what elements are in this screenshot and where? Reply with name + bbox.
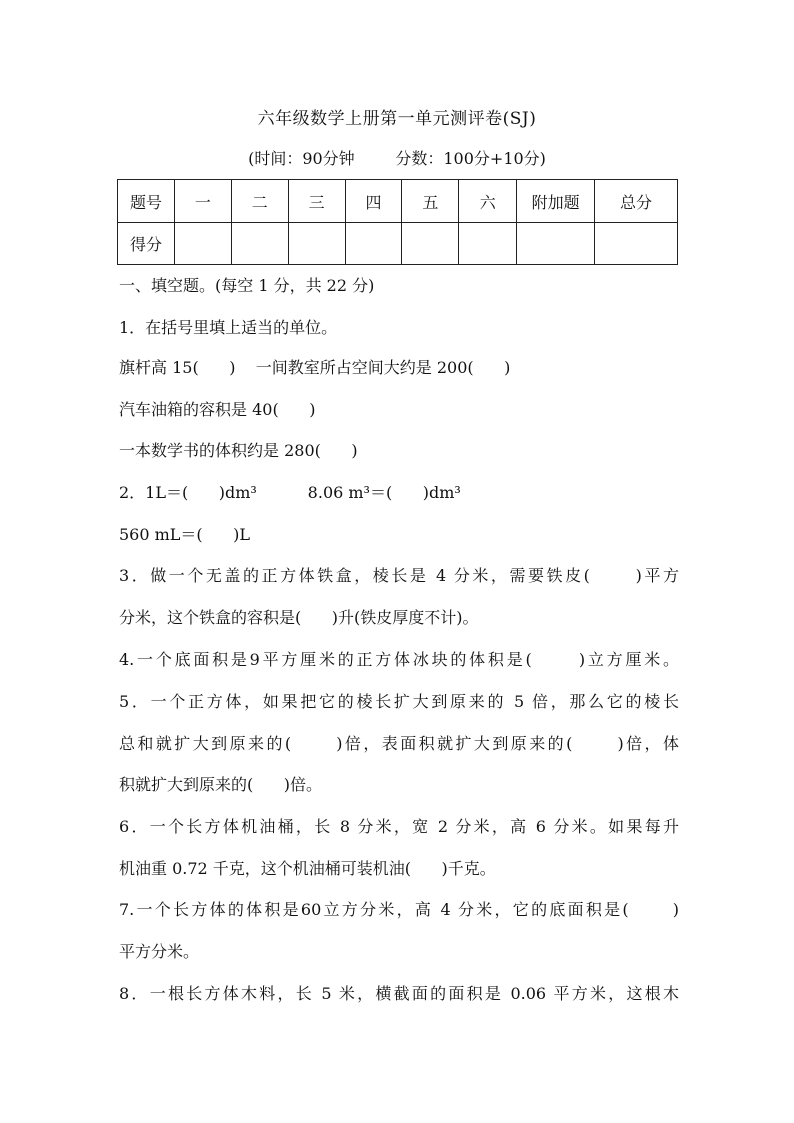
header-cell-part-2: 二: [231, 180, 288, 223]
header-cell-part-5: 五: [402, 180, 459, 223]
question-2-line-1: 2．1L＝( )dm³ 8.06 m³＝( )dm³: [119, 483, 461, 502]
question-7-line-2: 平方分米。: [119, 942, 200, 961]
question-3-line-1: 3．做一个无盖的正方体铁盒，棱长是 4 分米，需要铁皮( )平方: [119, 566, 679, 585]
score-input-cell[interactable]: [459, 223, 517, 265]
exam-info: (时间：90分钟 分数：100分+10分): [248, 149, 546, 168]
question-1-line-1: 旗杆高 15( ) 一间教室所占空间大约是 200( ): [119, 358, 511, 377]
question-5-line-2: 总和就扩大到原来的( )倍，表面积就扩大到原来的( )倍，体: [119, 734, 679, 753]
question-8-line-1: 8．一根长方体木料，长 5 米，横截面的面积是 0.06 平方米，这根木: [119, 984, 679, 1003]
question-6-line-2: 机油重 0.72 千克，这个机油桶可装机油( )千克。: [119, 859, 496, 878]
question-3-line-2: 分米，这个铁盒的容积是( )升(铁皮厚度不计)。: [119, 608, 479, 627]
score-table-header-row: [118, 180, 678, 223]
question-7-line-1: 7.一个长方体的体积是60立方分米，高 4 分米，它的底面积是( ): [119, 900, 679, 919]
header-cell-question-no: 题号: [118, 180, 175, 223]
row-label-score: 得分: [118, 223, 175, 265]
score-input-cell[interactable]: [402, 223, 459, 265]
question-1-line-3: 一本数学书的体积约是 280( ): [119, 441, 358, 460]
header-cell-part-4: 四: [345, 180, 402, 223]
section-heading-fill-in: 一、填空题。(每空 1 分，共 22 分): [119, 276, 375, 295]
question-1-prompt: 1．在括号里填上适当的单位。: [119, 318, 338, 337]
question-2-line-2: 560 mL＝( )L: [119, 525, 251, 544]
score-input-cell[interactable]: [595, 223, 678, 265]
header-cell-part-6: 六: [459, 180, 517, 223]
score-input-cell[interactable]: [288, 223, 345, 265]
question-4: 4.一个底面积是9平方厘米的正方体冰块的体积是( )立方厘米。: [119, 650, 679, 669]
question-1-line-2: 汽车油箱的容积是 40( ): [119, 400, 316, 419]
header-cell-part-3: 三: [288, 180, 345, 223]
score-table-score-row: [118, 223, 678, 265]
header-cell-bonus: 附加题: [517, 180, 595, 223]
score-input-cell[interactable]: [174, 223, 231, 265]
header-cell-part-1: 一: [174, 180, 231, 223]
score-input-cell[interactable]: [231, 223, 288, 265]
score-table: [117, 179, 678, 265]
score-input-cell[interactable]: [345, 223, 402, 265]
score-input-cell[interactable]: [517, 223, 595, 265]
question-6-line-1: 6．一个长方体机油桶，长 8 分米，宽 2 分米，高 6 分米。如果每升: [119, 817, 679, 836]
question-5-line-1: 5．一个正方体，如果把它的棱长扩大到原来的 5 倍，那么它的棱长: [119, 692, 679, 711]
page-title: 六年级数学上册第一单元测评卷(SJ): [257, 109, 537, 129]
header-cell-total: 总分: [595, 180, 678, 223]
question-5-line-3: 积就扩大到原来的( )倍。: [119, 775, 323, 794]
